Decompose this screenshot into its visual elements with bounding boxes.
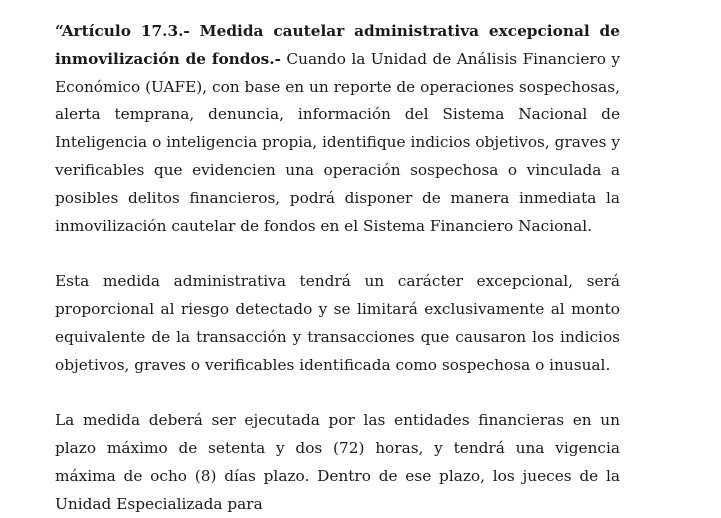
paragraph-proportionality: Esta medida administrativa tendrá un carácter excepcional, será proporcional al riesgo detectado y se limitará exclusivamente al monto equivalente de la transacción y transacciones que causaron los indicios objetivos, graves o verificables identificada como sospechosa o inusual.: [55, 272, 620, 374]
paragraph-execution-term: La medida deberá ser ejecutada por las entidades financieras en un plazo máximo de setenta y dos (72) horas, y tendrá una vigencia máxima de ocho (8) días plazo. Dentro de ese plazo, los jueces de la Unidad Especializada para: [55, 411, 620, 513]
article-heading: “Artículo 17.3.- Medida cautelar administrativa excepcional de inmovilización de fondos.-: [55, 22, 620, 68]
article-paragraph: [55, 18, 620, 240]
document-page: [55, 18, 620, 518]
article-body: Cuando la Unidad de Análisis Financiero y Económico (UAFE), con base en un reporte de operaciones sospechosas, alerta temprana, denuncia, información del Sistema Nacional de Inteligencia o inteligencia propia, identifique indicios objetivos, graves y verificables que evidencien una operación sospechosa o vinculada a posibles delitos financieros, podrá disponer de manera inmediata la inmovilización cautelar de fondos en el Sistema Financiero Nacional.: [55, 49, 620, 235]
